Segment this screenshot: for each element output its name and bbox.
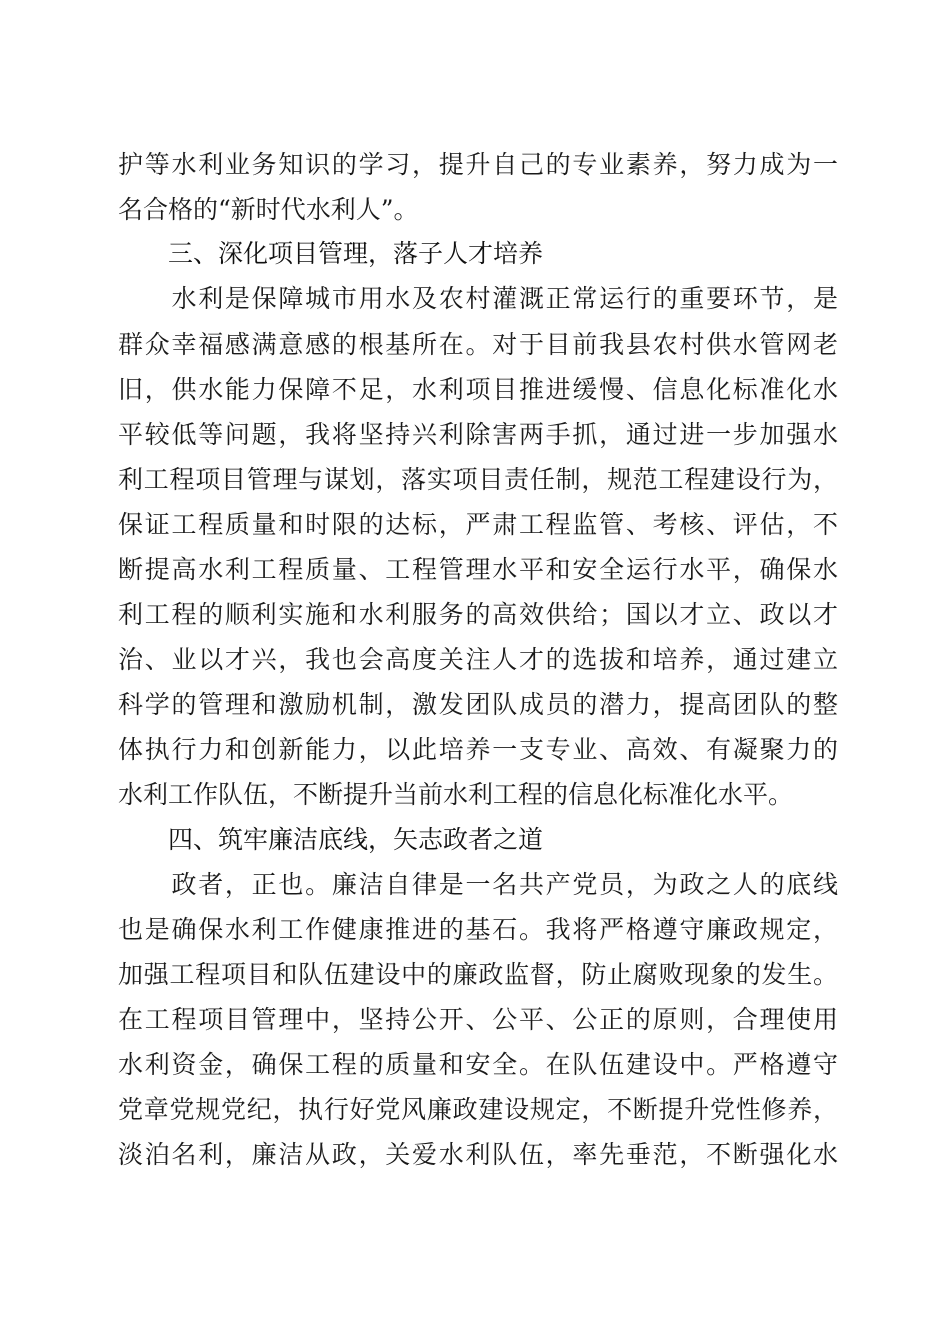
- paragraph-3-line-4: 在工程项目管理中，坚持公开、公平、公正的原则，合理使用: [118, 1005, 838, 1034]
- section-heading-4: 四、筑牢廉洁底线，矢志政者之道: [168, 825, 544, 854]
- paragraph-2-line-2: 群众幸福感满意感的根基所在。对于目前我县农村供水管网老: [118, 330, 838, 359]
- paragraph-3-line-5: 水利资金，确保工程的质量和安全。在队伍建设中。严格遵守: [118, 1050, 838, 1079]
- paragraph-2-line-8: 利工程的顺利实施和水利服务的高效供给；国以才立、政以才: [118, 600, 838, 629]
- paragraph-1-line-2: 名合格的“新时代水利人”。: [118, 195, 419, 224]
- paragraph-2-line-11: 体执行力和创新能力，以此培养一支专业、高效、有凝聚力的: [118, 735, 838, 764]
- section-heading-3: 三、深化项目管理，落子人才培养: [168, 239, 544, 268]
- paragraph-3-line-7: 淡泊名利，廉洁从政，关爱水利队伍，率先垂范，不断强化水: [118, 1140, 838, 1169]
- paragraph-2-line-10: 科学的管理和激励机制，激发团队成员的潜力，提高团队的整: [118, 690, 838, 719]
- paragraph-2-line-3: 旧，供水能力保障不足，水利项目推进缓慢、信息化标准化水: [118, 375, 838, 404]
- paragraph-2-line-6: 保证工程质量和时限的达标，严肃工程监管、考核、评估，不: [118, 510, 838, 539]
- paragraph-3-line-2: 也是确保水利工作健康推进的基石。我将严格遵守廉政规定，: [118, 915, 838, 944]
- paragraph-1-line-1: 护等水利业务知识的学习，提升自己的专业素养，努力成为一: [118, 150, 838, 179]
- paragraph-2-line-12: 水利工作队伍，不断提升当前水利工程的信息化标准化水平。: [118, 780, 794, 809]
- paragraph-2-line-7: 断提高水利工程质量、工程管理水平和安全运行水平，确保水: [118, 555, 838, 584]
- paragraph-2-line-9: 治、业以才兴，我也会高度关注人才的选拔和培养，通过建立: [118, 645, 838, 674]
- paragraph-2-line-5: 利工程项目管理与谋划，落实项目责任制，规范工程建设行为，: [118, 465, 838, 494]
- paragraph-2-line-1: 水利是保障城市用水及农村灌溉正常运行的重要环节，是: [118, 284, 838, 313]
- paragraph-3-line-6: 党章党规党纪，执行好党风廉政建设规定，不断提升党性修养，: [118, 1095, 838, 1124]
- paragraph-3-line-3: 加强工程项目和队伍建设中的廉政监督，防止腐败现象的发生。: [118, 960, 838, 989]
- paragraph-2-line-4: 平较低等问题，我将坚持兴利除害两手抓，通过进一步加强水: [118, 420, 838, 449]
- paragraph-3-line-1: 政者，正也。廉洁自律是一名共产党员，为政之人的底线: [118, 870, 838, 899]
